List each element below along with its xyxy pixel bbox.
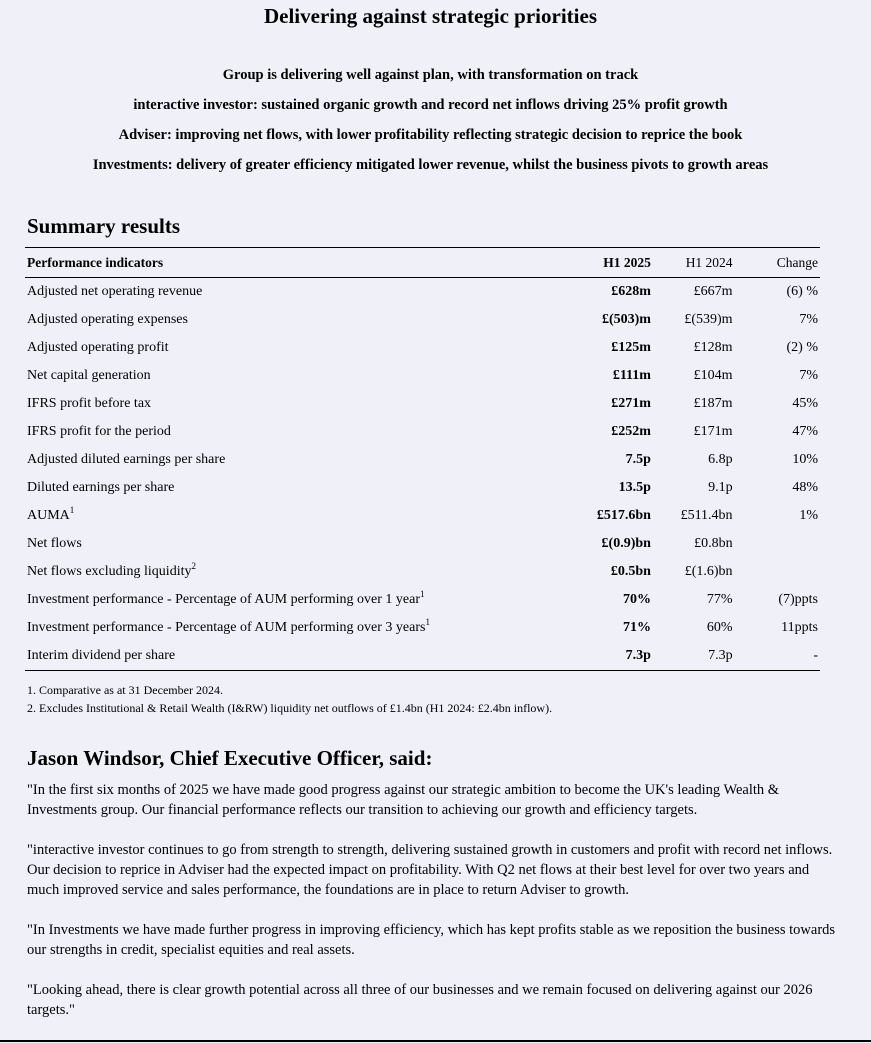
current-value-cell-text: £(0.9)bn <box>601 536 651 551</box>
change-cell <box>735 278 820 307</box>
prior-value-cell <box>653 614 735 642</box>
change-cell <box>735 362 820 390</box>
indicator-cell <box>25 390 454 418</box>
prior-value-cell <box>653 334 735 362</box>
change-cell <box>735 474 820 502</box>
change-cell-text: 7% <box>799 368 818 383</box>
change-cell <box>735 418 820 446</box>
indicator-cell <box>25 642 454 671</box>
footnote-1: 1. Comparative as at 31 December 2024. <box>27 683 223 697</box>
indicator-cell-text: Adjusted operating expenses <box>27 312 188 327</box>
table-row <box>25 362 820 390</box>
prior-value-cell-text: £511.4bn <box>680 508 733 523</box>
indicator-cell-text: Net flows excluding liquidity <box>27 564 192 579</box>
summary-results-heading: Summary results <box>27 214 181 238</box>
current-value-cell <box>454 446 653 474</box>
prior-value-cell-text: 60% <box>706 620 733 635</box>
indicator-cell-text: Adjusted operating profit <box>27 340 169 355</box>
page-title: Delivering against strategic priorities <box>263 4 597 28</box>
current-value-cell-text: £628m <box>611 284 651 299</box>
current-value-cell <box>454 334 653 362</box>
column-header-change: Change <box>735 248 820 278</box>
prior-value-cell <box>653 418 735 446</box>
current-value-cell-text: 7.3p <box>625 648 651 663</box>
indicator-cell <box>25 278 454 307</box>
current-value-cell-text: £271m <box>611 396 651 411</box>
change-cell-text: (6) % <box>786 284 818 299</box>
prior-value-cell <box>653 446 735 474</box>
table-row <box>25 306 820 334</box>
table-row <box>25 278 820 307</box>
table-row <box>25 446 820 474</box>
current-value-cell-text: £125m <box>611 340 651 355</box>
indicator-cell-text: Investment performance - Percentage of AUM performing over 3 years <box>27 620 426 635</box>
indicator-cell <box>25 502 454 530</box>
change-cell-text: 10% <box>792 452 818 467</box>
current-value-cell <box>454 530 653 558</box>
footnote-marker: 2 <box>191 561 196 571</box>
current-value-cell <box>454 586 653 614</box>
current-value-cell <box>454 418 653 446</box>
change-cell <box>735 614 820 642</box>
table-row <box>25 502 820 530</box>
indicator-cell-text: Diluted earnings per share <box>27 480 175 495</box>
indicator-cell-text: Adjusted diluted earnings per share <box>27 452 226 467</box>
indicator-cell-text: Interim dividend per share <box>27 648 176 663</box>
current-value-cell-text: £111m <box>612 368 651 383</box>
current-value-cell-text: 71% <box>622 620 651 635</box>
indicator-cell <box>25 586 454 614</box>
change-cell <box>735 390 820 418</box>
change-cell-text: 45% <box>792 396 818 411</box>
prior-value-cell-text: 9.1p <box>708 480 733 495</box>
prior-value-cell <box>653 642 735 671</box>
change-cell <box>735 446 820 474</box>
change-cell <box>735 558 820 586</box>
change-cell-text: 47% <box>792 424 818 439</box>
highlights <box>0 66 861 186</box>
prior-value-cell <box>653 362 735 390</box>
current-value-cell <box>454 306 653 334</box>
indicator-cell-text: Investment performance - Percentage of AUM performing over 1 year <box>27 592 421 607</box>
indicator-cell <box>25 446 454 474</box>
prior-value-cell-text: £171m <box>693 424 733 439</box>
current-value-cell-text: £(503)m <box>601 312 651 327</box>
bottom-divider <box>0 1040 871 1042</box>
change-cell <box>735 642 820 671</box>
change-cell <box>735 306 820 334</box>
indicator-cell <box>25 306 454 334</box>
prior-value-cell-text: 6.8p <box>708 452 733 467</box>
table-row <box>25 642 820 671</box>
indicator-cell-text: Net flows <box>27 536 82 551</box>
prior-value-cell <box>653 390 735 418</box>
current-value-cell <box>454 278 653 307</box>
table-row <box>25 530 820 558</box>
change-cell-text: 11ppts <box>781 620 818 635</box>
column-header-prior: H1 2024 <box>653 248 735 278</box>
change-cell-text: (2) % <box>786 340 818 355</box>
table-body <box>25 278 820 671</box>
change-cell <box>735 530 820 558</box>
current-value-cell <box>454 474 653 502</box>
prior-value-cell <box>653 530 735 558</box>
ceo-quote-heading: Jason Windsor, Chief Executive Officer, said: <box>27 746 433 770</box>
prior-value-cell-text: 7.3p <box>708 648 733 663</box>
highlight-adviser: Adviser: improving net flows, with lower profitability reflecting strategic decision to reprice the book <box>118 127 743 143</box>
footnote-marker: 1 <box>420 589 425 599</box>
column-header-indicator: Performance indicators <box>25 248 454 278</box>
prior-value-cell <box>653 502 735 530</box>
change-cell-text: - <box>813 648 818 663</box>
footnote-2: 2. Excludes Institutional & Retail Wealth (I&RW) liquidity net outflows of £1.4bn (H1 2024: £2.4bn inflow). <box>27 701 553 715</box>
change-cell-text: 7% <box>799 312 818 327</box>
indicator-cell-text: Adjusted net operating revenue <box>27 284 203 299</box>
indicator-cell-text: IFRS profit before tax <box>27 396 152 411</box>
change-cell-text: 48% <box>792 480 818 495</box>
change-cell <box>735 334 820 362</box>
indicator-cell <box>25 474 454 502</box>
summary-results-table <box>25 247 820 671</box>
footnote-marker: 1 <box>425 617 430 627</box>
highlight-group: Group is delivering well against plan, with transformation on track <box>222 67 639 83</box>
prior-value-cell-text: 77% <box>706 592 733 607</box>
prior-value-cell <box>653 586 735 614</box>
highlight-interactive-investor: interactive investor: sustained organic growth and record net inflows driving 25% profit growth <box>133 97 728 113</box>
prior-value-cell-text: £(539)m <box>684 312 733 327</box>
indicator-cell <box>25 558 454 586</box>
change-cell-text: (7)ppts <box>778 592 818 607</box>
prior-value-cell <box>653 558 735 586</box>
current-value-cell <box>454 558 653 586</box>
quote-paragraph-4: "Looking ahead, there is clear growth potential across all three of our businesses and we remain focused on delivering against our 2026 targets." <box>27 982 813 1018</box>
highlight-investments: Investments: delivery of greater efficiency mitigated lower revenue, whilst the business pivots to growth areas <box>92 157 769 173</box>
change-cell <box>735 502 820 530</box>
prior-value-cell-text: £667m <box>693 284 733 299</box>
table-row <box>25 586 820 614</box>
indicator-cell <box>25 334 454 362</box>
prior-value-cell-text: £128m <box>693 340 733 355</box>
prior-value-cell-text: £187m <box>693 396 733 411</box>
table-row <box>25 474 820 502</box>
indicator-cell-text: Net capital generation <box>27 368 151 383</box>
table-row <box>25 390 820 418</box>
current-value-cell <box>454 614 653 642</box>
prior-value-cell <box>653 278 735 307</box>
indicator-cell <box>25 530 454 558</box>
quote-paragraph-3: "In Investments we have made further progress in improving efficiency, which has kept profits stable as we reposition the business towards our strengths in credit, specialist equities and real assets. <box>27 922 836 958</box>
change-cell <box>735 586 820 614</box>
current-value-cell <box>454 390 653 418</box>
indicator-cell <box>25 362 454 390</box>
current-value-cell <box>454 362 653 390</box>
prior-value-cell <box>653 306 735 334</box>
current-value-cell <box>454 502 653 530</box>
prior-value-cell-text: £0.8bn <box>694 536 733 551</box>
footnotes <box>27 681 552 717</box>
prior-value-cell-text: £(1.6)bn <box>684 564 733 579</box>
indicator-cell-text: IFRS profit for the period <box>27 424 171 439</box>
quote-paragraph-1: "In the first six months of 2025 we have made good progress against our strategic ambition to become the UK's leading Wealth & Investments group. Our financial performance reflects our transition to achieving our growth and efficiency targets. <box>27 782 780 818</box>
current-value-cell-text: £252m <box>611 424 651 439</box>
quote-paragraph-2: "interactive investor continues to go from strength to strength, delivering sustained growth in customers and profit with record net inflows. Our decision to reprice in Adviser had the expected impact on profitability. With Q2 net flows at their best level for over two years and much improved service and sales performance, the foundations are in place to return Adviser to growth. <box>27 842 833 898</box>
current-value-cell-text: £0.5bn <box>610 564 651 579</box>
table-row <box>25 418 820 446</box>
column-header-current: H1 2025 <box>454 248 653 278</box>
current-value-cell-text: 70% <box>622 592 651 607</box>
table-row <box>25 334 820 362</box>
table-row <box>25 558 820 586</box>
prior-value-cell <box>653 474 735 502</box>
indicator-cell <box>25 418 454 446</box>
footnote-marker: 1 <box>69 505 75 515</box>
change-cell-text: 1% <box>799 508 818 523</box>
prior-value-cell-text: £104m <box>693 368 733 383</box>
table-row <box>25 614 820 642</box>
current-value-cell-text: 13.5p <box>618 480 651 495</box>
indicator-cell <box>25 614 454 642</box>
table-header-row <box>25 248 820 278</box>
indicator-cell-text: AUMA <box>27 508 70 523</box>
current-value-cell-text: 7.5p <box>625 452 651 467</box>
current-value-cell <box>454 642 653 671</box>
ceo-quote <box>27 780 837 1040</box>
current-value-cell-text: £517.6bn <box>596 508 651 523</box>
